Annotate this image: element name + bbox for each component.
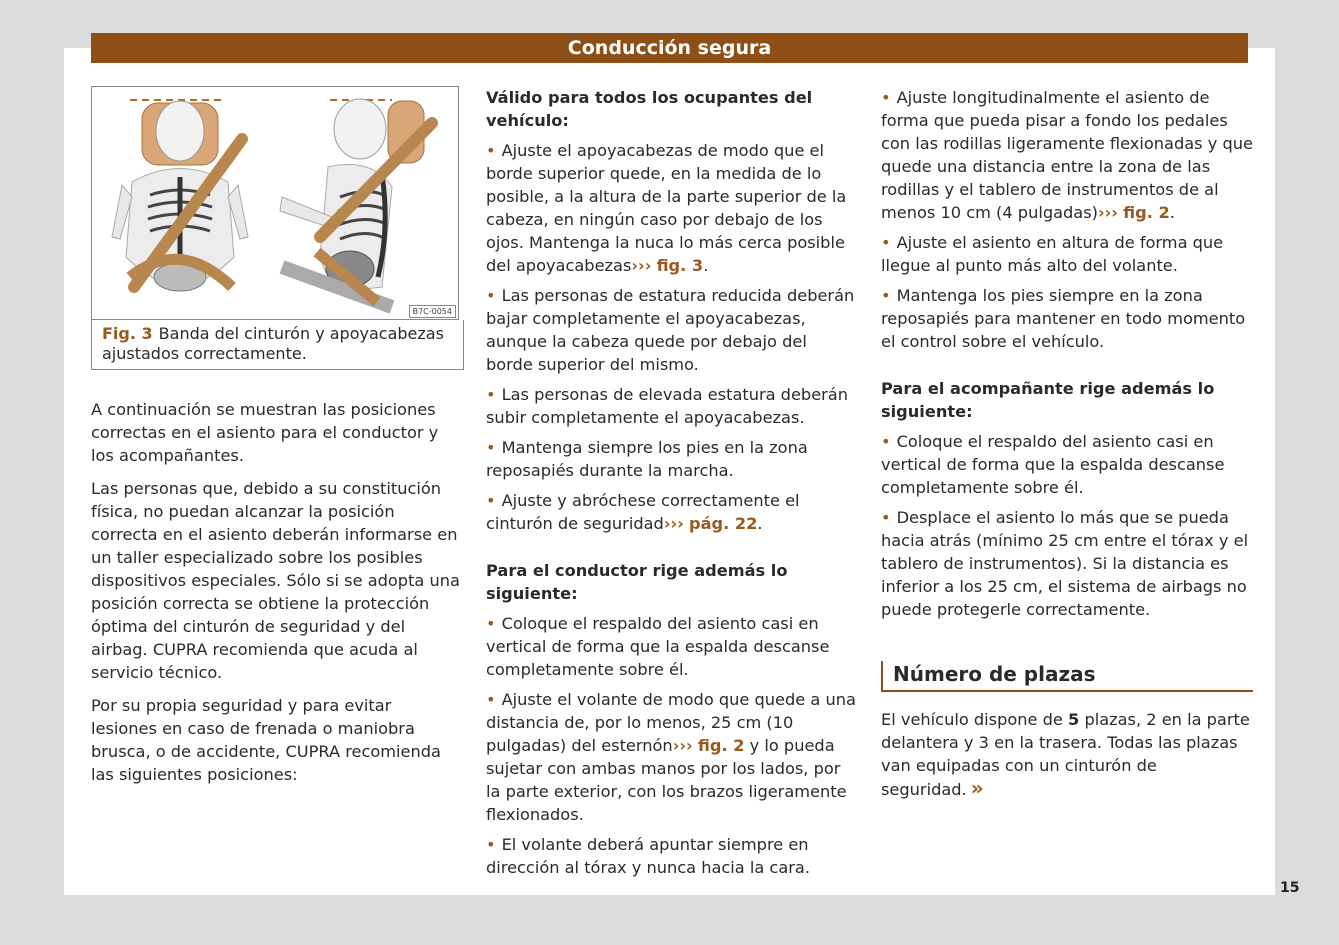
figure-caption-text: Banda del cinturón y apoyacabezas ajustados correctamente. [102, 324, 444, 363]
fig-2-link[interactable]: fig. 2 [697, 736, 745, 755]
figure-code: B7C-0054 [409, 305, 456, 318]
page-22-link[interactable]: pág. 22 [688, 514, 758, 533]
constitution-paragraph: Las personas que, debido a su constitución física, no puedan alcanzar la posición correcta en el asiento deberán informarse en un taller especializado sobre los posibles dispositivos especiales. Sólo si se adopta una posición correcta se obtiene la protección óptima del cinturón de seguridad y del airbag. CUPRA recomienda que acuda al servicio técnico. [91, 479, 460, 682]
list-item: • Ajuste el asiento en altura de forma que llegue al punto más alto del volante. [881, 233, 1224, 275]
passenger-heading: Para el acompañante rige además lo siguiente: [881, 379, 1215, 421]
bullet-icon: • [486, 438, 496, 457]
seats-paragraph: El vehículo dispone de 5 plazas, 2 en la parte delantera y 3 en la trasera. Todas las plazas van equipadas con un cinturón de seguridad. » [881, 710, 1250, 800]
list-item: • Ajuste longitudinalmente el asiento de forma que pueda pisar a fondo los pedales con las rodillas ligeramente flexionadas y que quede una distancia entre la zona de las rodillas y el tablero de instrumentos de al menos 10 cm (4 pulgadas)››› fig. 2. [881, 88, 1253, 222]
list-item: • Ajuste el volante de modo que quede a una distancia de, por lo menos, 25 cm (10 pulgadas) del esternón››› fig. 2 y lo pueda sujetar con ambas manos por los lados, por la parte exterior, con los brazos ligeramente flexionados. [486, 690, 856, 824]
cross-reference-arrows: ››› [1097, 203, 1118, 222]
continue-icon: » [970, 776, 984, 800]
cross-reference-arrows: ››› [631, 256, 652, 275]
safety-paragraph: Por su propia seguridad y para evitar lesiones en caso de frenada o maniobra brusca, o de accidente, CUPRA recomienda las siguientes posiciones: [91, 696, 441, 784]
bullet-icon: • [881, 432, 891, 451]
seat-count: 5 [1068, 710, 1080, 729]
section-title: Número de plazas [881, 661, 1253, 692]
column-left [91, 86, 461, 796]
bullet-icon: • [486, 835, 496, 854]
bullet-icon: • [486, 690, 496, 709]
all-occupants-heading: Válido para todos los ocupantes del vehículo: [486, 88, 813, 130]
list-item: • Mantenga siempre los pies en la zona reposapiés durante la marcha. [486, 438, 808, 480]
chapter-header: Conducción segura [91, 33, 1248, 63]
cross-reference-arrows: ››› [672, 736, 693, 755]
list-item: • Mantenga los pies siempre en la zona reposapiés para mantener en todo momento el control sobre el vehículo. [881, 286, 1246, 351]
bullet-icon: • [486, 141, 496, 160]
fig-3-link[interactable]: fig. 3 [656, 256, 704, 275]
bullet-icon: • [486, 491, 496, 510]
list-item: • Las personas de elevada estatura deberán subir completamente el apoyacabezas. [486, 385, 848, 427]
list-item: • Coloque el respaldo del asiento casi en vertical de forma que la espalda descanse completamente sobre él. [486, 614, 830, 679]
bullet-icon: • [881, 286, 891, 305]
figure-caption [91, 320, 464, 370]
fig-2-link[interactable]: fig. 2 [1123, 203, 1170, 222]
bullet-icon: • [881, 233, 891, 252]
intro-paragraph: A continuación se muestran las posiciones correctas en el asiento para el conductor y los acompañantes. [91, 400, 439, 465]
list-item: • Coloque el respaldo del asiento casi en vertical de forma que la espalda descanse completamente sobre él. [881, 432, 1225, 497]
list-item: • El volante deberá apuntar siempre en dirección al tórax y nunca hacia la cara. [486, 835, 810, 877]
figure-label: Fig. 3 [102, 324, 153, 343]
bullet-icon: • [486, 286, 496, 305]
column-right [881, 86, 1253, 811]
bullet-icon: • [881, 88, 891, 107]
column-middle [486, 86, 858, 886]
list-item: • Ajuste el apoyacabezas de modo que el borde superior quede, en la medida de lo posible, a la altura de la parte superior de la cabeza, en ningún caso por debajo de los ojos. Mantenga la nuca lo más cerca posible del apoyacabezas››› fig. 3. [486, 141, 847, 275]
seatbelt-headrest-illustration [92, 87, 458, 319]
driver-heading: Para el conductor rige además lo siguiente: [486, 561, 788, 603]
list-item: • Desplace el asiento lo más que se pueda hacia atrás (mínimo 25 cm entre el tórax y el tablero de instrumentos). Si la distancia es inferior a los 25 cm, el sistema de airbags no puede protegerle correctamente. [881, 508, 1249, 619]
bullet-icon: • [486, 385, 496, 404]
list-item: • Las personas de estatura reducida deberán bajar completamente el apoyacabezas, aunque la cabeza quede por debajo del borde superior del mismo. [486, 286, 855, 374]
page-number: 15 [1280, 880, 1300, 896]
bullet-icon: • [881, 508, 891, 527]
cross-reference-arrows: ››› [663, 514, 684, 533]
list-item: • Ajuste y abróchese correctamente el cinturón de seguridad››› pág. 22. [486, 491, 800, 533]
bullet-icon: • [486, 614, 496, 633]
figure-illustration [91, 86, 459, 320]
